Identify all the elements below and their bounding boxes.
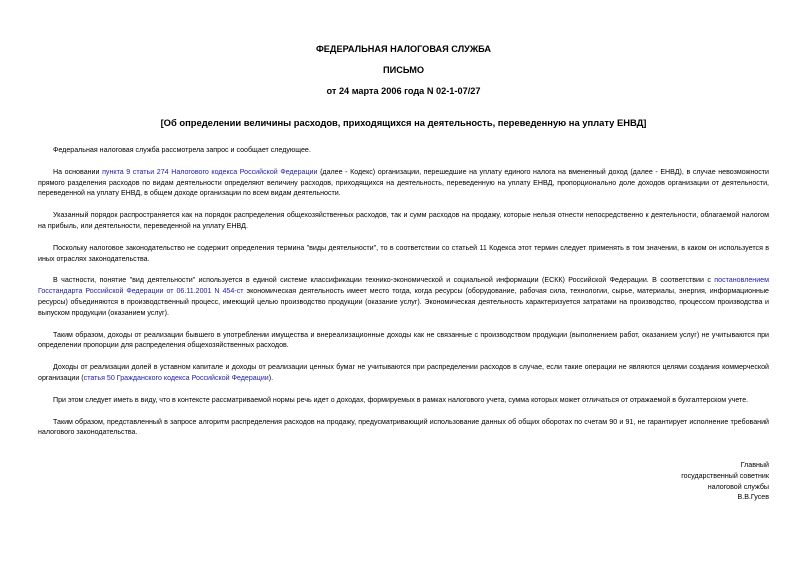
paragraph-5-text-b: экономическая деятельность имеет место тогда, когда ресурсы (оборудование, рабочая сила, технологии, сырье, материалы, энергия, информационные ресурсы) объединяются в производственный процесс, имеющий целью производство продукции (оказание услуг). Экономическая деятельность характеризуется затратами на производство, процессом производства и выпуском продукции (оказанием услуг). bbox=[38, 287, 769, 317]
agency-title: ФЕДЕРАЛЬНАЯ НАЛОГОВАЯ СЛУЖБА bbox=[315, 44, 492, 54]
paragraph-9: Таким образом, представленный в запросе алгоритм распределения расходов на продажу, предусматривающий использование данных об общих оборотах по счетам 90 и 91, не гарантирует исполнение требований налогового законодательства. bbox=[38, 417, 769, 437]
paragraph-5 bbox=[38, 275, 769, 318]
document-body bbox=[38, 145, 769, 438]
paragraph-4: Поскольку налоговое законодательство не содержит определения термина "виды деятельности", то в соответствии со статьей 11 Кодекса этот термин следует применять в том значении, в каком он используется в иных отраслях законодательства. bbox=[38, 243, 769, 263]
signature-line-3: налоговой службы bbox=[707, 482, 769, 491]
paragraph-8: При этом следует иметь в виду, что в контексте рассматриваемой нормы речь идет о доходах, формируемых в рамках налогового учета, сумма которых может отличаться от отражаемой в бухгалтерском учете. bbox=[53, 395, 749, 404]
paragraph-1: Федеральная налоговая служба рассмотрела запрос и сообщает следующее. bbox=[53, 146, 311, 154]
paragraph-3: Указанный порядок распространяется как на порядок распределения общехозяйственных расходов, так и сумм расходов на продажу, которые нельзя отнести непосредственно к деятельности, облагаемой налогом на прибыль, или деятельности, переведенной на уплату ЕНВД. bbox=[38, 211, 769, 230]
signature-line-2: государственный советник bbox=[681, 471, 769, 480]
paragraph-2-text-b: (далее - Кодекс) организации, перешедшие на уплату единого налога на вмененный доход (далее - ЕНВД), в случае невозможности прямого разделения расходов по видам деятельности определяют величину расходов, приходящихся на деятельность, переведенную на уплату ЕНВД, пропорционально доле доходов организации от деятельности, переведенной на уплату ЕНВД, в общем доходе организации по всем видам деятельности. bbox=[38, 167, 769, 198]
document-page bbox=[38, 0, 769, 449]
paragraph-7-text-b: ). bbox=[268, 373, 274, 382]
signature-name: В.В.Гусев bbox=[737, 493, 769, 502]
document-date-number: от 24 марта 2006 года N 02-1-07/27 bbox=[326, 86, 481, 96]
document-subject: [Об определении величины расходов, приходящихся на деятельность, переведенную на уплату ЕНВД] bbox=[160, 117, 647, 128]
gosstandart-resolution-link[interactable]: постановлением Госстандарта Российской Федерации от 06.11.2001 N 454-ст bbox=[38, 276, 769, 296]
civil-code-article-50-link[interactable]: статья 50 Гражданского кодекса Российской Федерации bbox=[83, 373, 269, 382]
paragraph-5-text-a: В частности, понятие "вид деятельности" используется в единой системе классификации технико-экономической и социальной информации (ЕСКК) Российской Федерации. В соответствии с bbox=[53, 276, 715, 285]
signature-block bbox=[681, 460, 769, 503]
tax-code-article-274-link[interactable]: пункта 9 статьи 274 Налогового кодекса Российской Федерации bbox=[102, 167, 318, 176]
paragraph-7 bbox=[38, 362, 769, 384]
paragraph-7-text-a: Доходы от реализации долей в уставном капитале и доходы от реализации ценных бумаг не учитываются при распределении расходов в случае, если такие операции не являются целями создания коммерческой организации ( bbox=[38, 363, 769, 382]
paragraph-2-text-a: На основании bbox=[53, 167, 103, 176]
signature-line-1: Главный bbox=[740, 461, 769, 469]
document-type: ПИСЬМО bbox=[382, 65, 425, 75]
paragraph-2 bbox=[38, 167, 769, 199]
paragraph-6: Таким образом, доходы от реализации бывшего в употреблении имущества и внереализационные доходы как не связанные с производством продукции (выполнением работ, оказанием услуг) не учитываются при определении пропорции для распределения общехозяйственных расходов. bbox=[38, 330, 769, 350]
